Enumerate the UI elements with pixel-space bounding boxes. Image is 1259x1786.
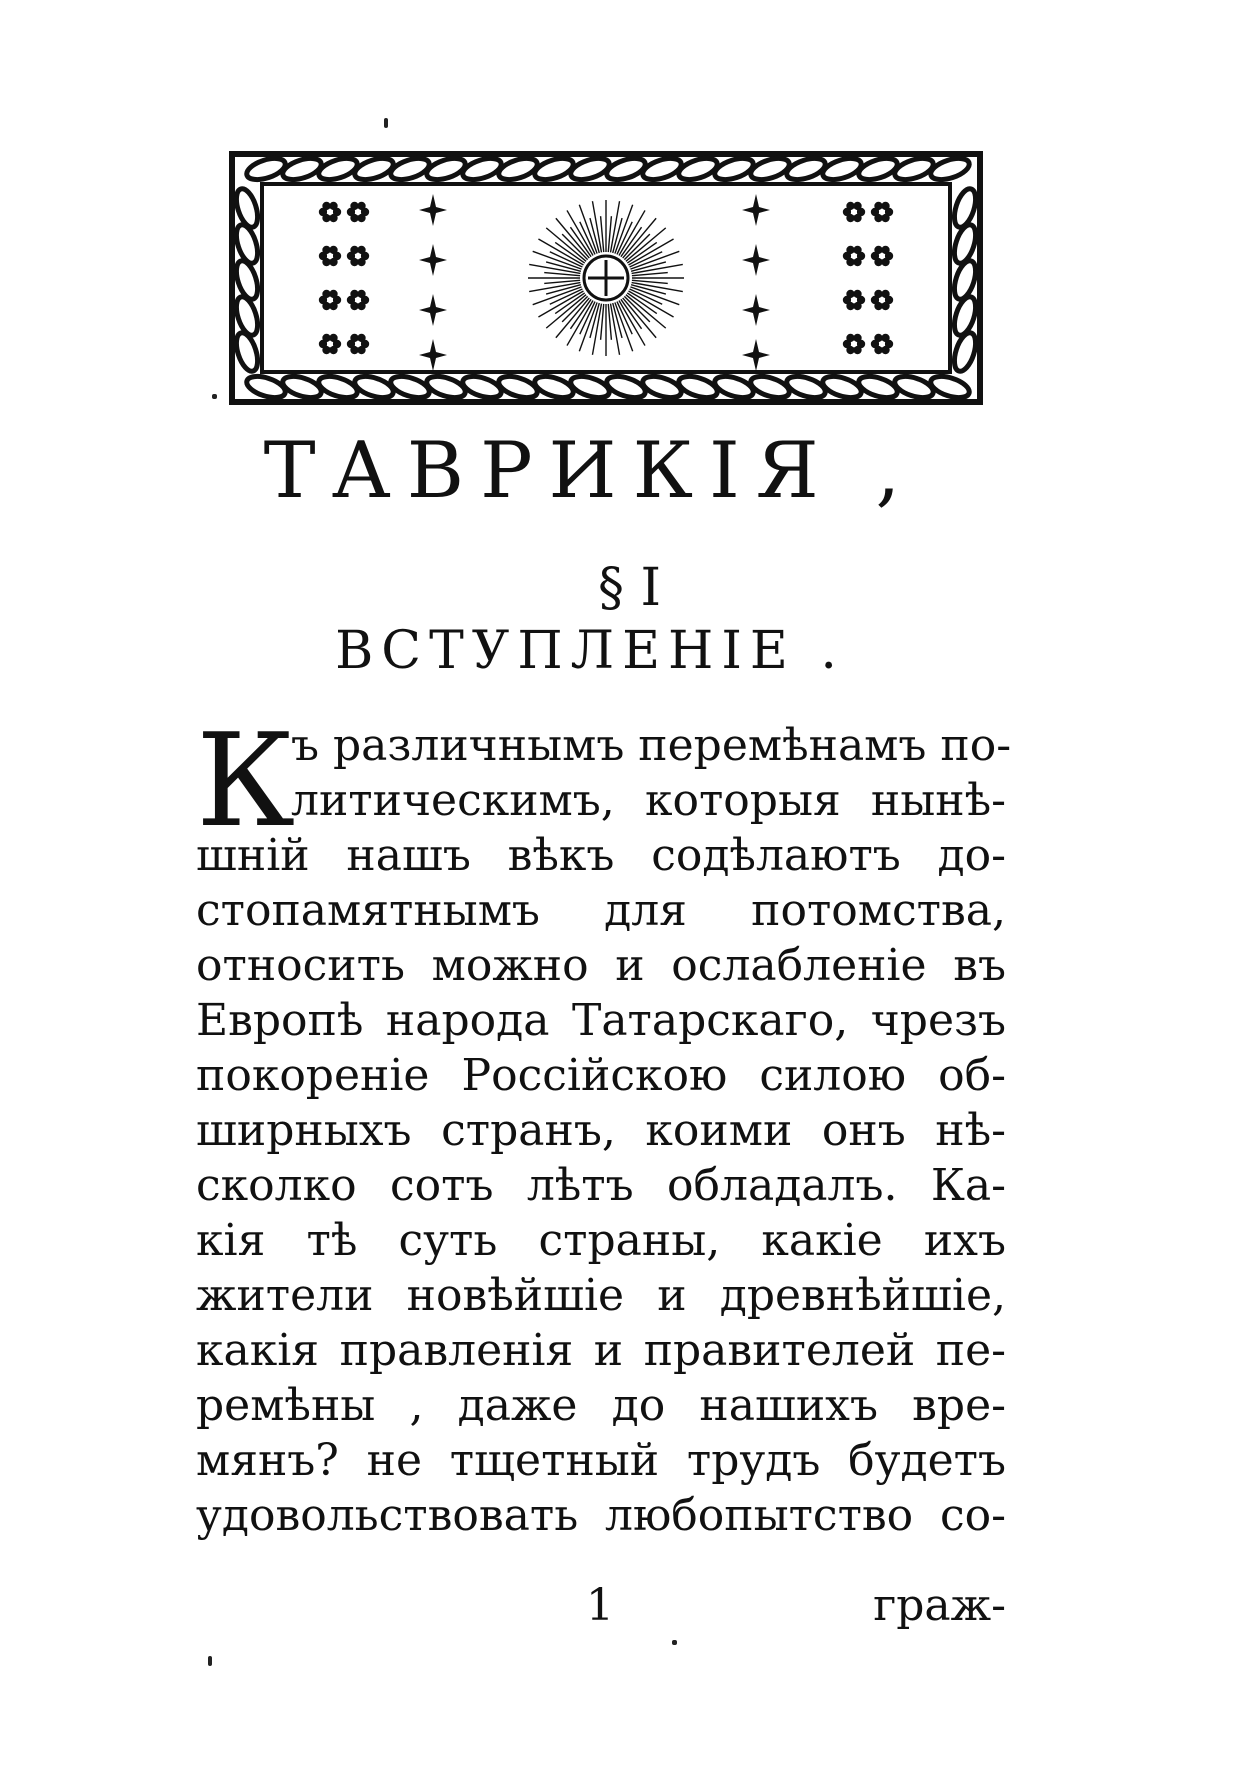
- text-line: литическимъ, которыя нынѣ-: [291, 775, 1006, 826]
- text-line: относить можно и ослабленіе въ: [196, 940, 1006, 991]
- text-line: ъ различнымъ перемѣнамъ по-: [291, 720, 1012, 771]
- drop-cap: К: [196, 707, 296, 856]
- text-line: сколко сотъ лѣтъ обладалъ. Ка-: [196, 1160, 1006, 1211]
- text-line: шній нашъ вѣкъ содѣлаютъ до-: [196, 830, 1006, 881]
- text-line: удовольствовать любопытство со-: [196, 1490, 1006, 1541]
- flower-cluster-right: [843, 202, 893, 355]
- flower-cluster-left: [319, 202, 369, 355]
- ink-speck: [384, 118, 388, 128]
- text-line: мянъ? не тщетный трудъ будетъ: [196, 1435, 1006, 1486]
- text-line: жители новѣйшіе и древнѣйшіе,: [196, 1270, 1006, 1321]
- section-number: § I: [597, 558, 662, 618]
- ink-speck: [672, 1640, 677, 1645]
- text-line: какія правленія и правителей пе-: [196, 1325, 1006, 1376]
- text-line: ремѣны , даже до нашихъ вре-: [196, 1380, 1006, 1431]
- text-line: покореніе Россійскою силою об-: [196, 1050, 1006, 1101]
- ink-speck: [212, 394, 217, 399]
- page-title: ТАВРИКІЯ ,: [263, 426, 917, 516]
- text-line: Европѣ народа Татарскаго, чрезъ: [196, 995, 1006, 1046]
- catchword: граж-: [873, 1580, 1006, 1631]
- body-text: [196, 707, 1012, 1543]
- text-line: ширныхъ странъ, коими онъ нѣ-: [196, 1105, 1006, 1156]
- text-line: кія тѣ суть страны, какіе ихъ: [196, 1215, 1006, 1266]
- ink-speck: [208, 1656, 212, 1666]
- headpiece-ornament: [228, 150, 984, 406]
- page-number: 1: [586, 1580, 614, 1631]
- page-footer: [196, 1580, 1006, 1640]
- section-heading: ВСТУПЛЕНІЕ .: [335, 621, 845, 681]
- text-line: стопамятнымъ для потомства,: [196, 885, 1006, 936]
